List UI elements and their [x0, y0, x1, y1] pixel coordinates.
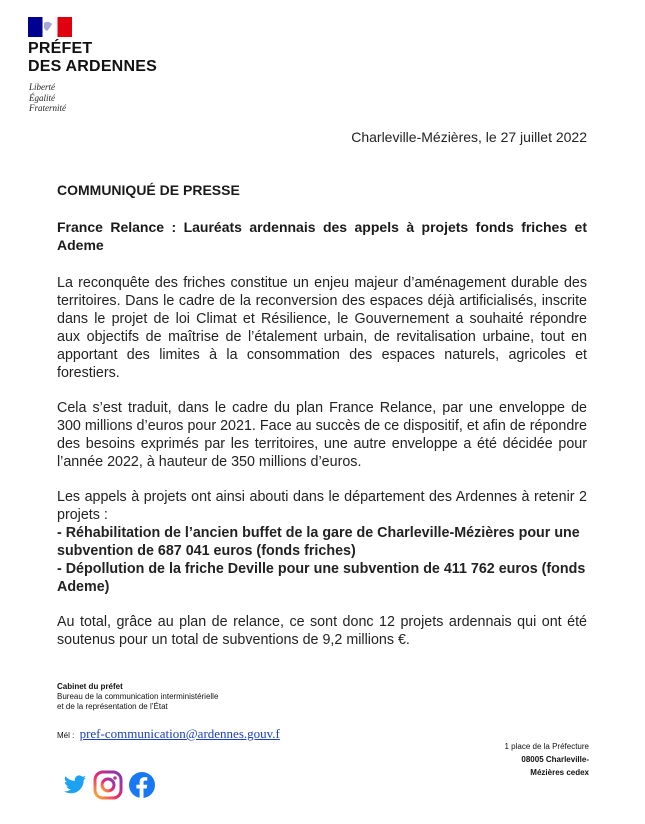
date-line: Charleville-Mézières, le 27 juillet 2022 [351, 129, 587, 145]
document-subject: France Relance : Lauréats ardennais des appels à projets fonds friches et Ademe [57, 219, 587, 253]
mail-link[interactable]: pref-communication@ardennes.gouv.f [79, 726, 280, 741]
facebook-icon[interactable] [128, 771, 156, 799]
paragraph-3 [57, 488, 587, 596]
motto-fraternite: Fraternité [29, 103, 66, 113]
press-release-body [57, 182, 587, 649]
address-line-3: Mézières cedex [530, 768, 589, 777]
paragraph-4: Au total, grâce au plan de relance, ce sont donc 12 projets ardennais qui ont été soutenus pour un total de subventions de 9,2 millions €. [57, 614, 587, 648]
motto-liberte: Liberté [29, 82, 55, 92]
mail-line [57, 726, 280, 742]
address-block [469, 740, 589, 779]
document-heading: COMMUNIQUÉ DE PRESSE [57, 182, 240, 198]
instagram-icon[interactable] [93, 770, 123, 800]
paragraph-1: La reconquête des friches constitue un enjeu majeur d’aménagement durable des territoires. Dans le cadre de la reconversion des espaces déjà artificialisés, inscrite dans le projet de loi Climat et Résilience, le Gouvernement a souhaité répondre aux objectifs de maîtrise de l’étalement urbain, de revitalisation urbaine, tout en apportant des limites à la consommation des espaces naturels, agricoles et forestiers. [57, 275, 587, 381]
project-bullet-2: - Dépollution de la friche Deville pour une subvention de 411 762 euros (fonds Ademe) [57, 561, 586, 595]
motto-egalite: Égalité [29, 92, 55, 103]
contact-office: Cabinet du préfet [57, 682, 123, 691]
republic-motto [29, 82, 66, 114]
paragraph-2: Cela s’est traduit, dans le cadre du plan France Relance, par une enveloppe de 300 millions d’euros pour 2021. Face au succès de ce dispositif, et afin de répondre des besoins exprimés par les territoires, une autre enveloppe a été décidée pour l’année 2022, à hauteur de 350 millions d’euros. [57, 400, 587, 470]
address-line-2: 08005 Charleville- [521, 755, 589, 764]
social-links [62, 770, 156, 800]
contact-block [57, 682, 218, 712]
twitter-icon[interactable] [62, 773, 88, 797]
republic-flag-logo [28, 17, 72, 37]
mail-label: Mél : [57, 731, 75, 740]
address-line-1: 1 place de la Préfecture [504, 742, 589, 751]
project-bullet-1: - Réhabilitation de l’ancien buffet de la gare de Charleville-Mézières pour une subvention de 687 041 euros (fonds friches) [57, 525, 580, 559]
contact-bureau-2: et de la représentation de l’État [57, 702, 168, 711]
contact-bureau-1: Bureau de la communication interministérielle [57, 692, 219, 701]
paragraph-3-intro: Les appels à projets ont ainsi abouti dans le département des Ardennes à retenir 2 projets : [57, 489, 587, 523]
brand-line-2: DES ARDENNES [28, 58, 157, 75]
brand-line-1: PRÉFET [28, 40, 93, 57]
prefecture-brand [28, 40, 157, 76]
